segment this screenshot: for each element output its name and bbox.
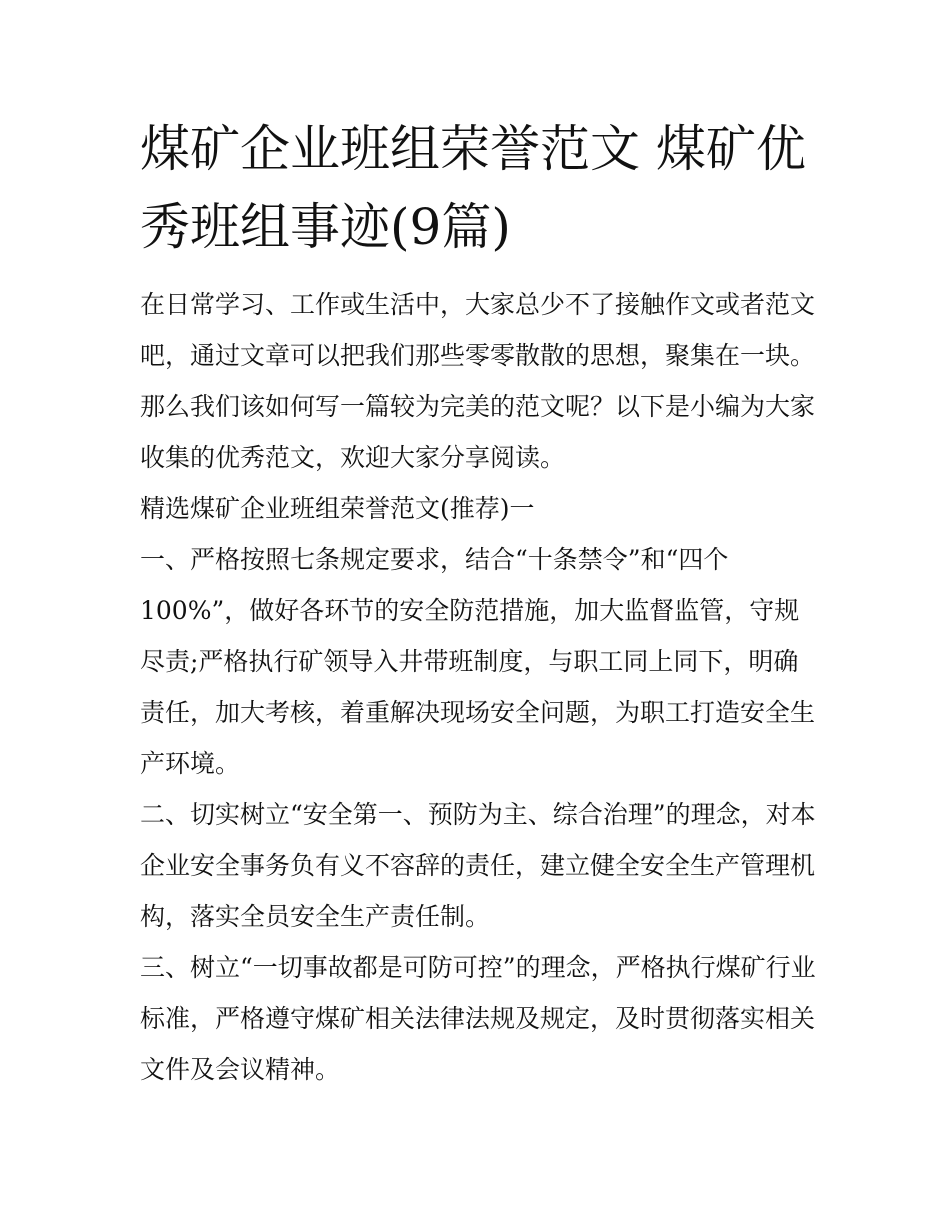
body-paragraph-2: 二、切实树立“安全第一、预防为主、综合治理”的理念，对本企业安全事务负有义不容辞的责任，建立健全安全生产管理机构，落实全员安全生产责任制。 xyxy=(140,800,816,931)
section-heading: 精选煤矿企业班组荣誉范文(推荐)一 xyxy=(140,494,535,523)
document-title: 煤矿企业班组荣誉范文 煤矿优秀班组事迹(9篇) xyxy=(140,120,806,256)
document-body xyxy=(140,279,820,1095)
body-paragraph-1: 一、严格按照七条规定要求，结合“十条禁令”和“四个100%”，做好各环节的安全防范措施，加大监督监管，守规尽责;严格执行矿领导入井带班制度，与职工同上同下，明确责任，加大考核，着重解决现场安全问题，为职工打造安全生产环境。 xyxy=(140,545,816,778)
intro-paragraph: 在日常学习、工作或生活中，大家总少不了接触作文或者范文吧，通过文章可以把我们那些零零散散的思想，聚集在一块。那么我们该如何写一篇较为完美的范文呢？以下是小编为大家收集的优秀范文，欢迎大家分享阅读。 xyxy=(140,290,816,472)
body-paragraph-3: 三、树立“一切事故都是可防可控”的理念，严格执行煤矿行业标准，严格遵守煤矿相关法律法规及规定，及时贯彻落实相关文件及会议精神。 xyxy=(140,953,816,1084)
